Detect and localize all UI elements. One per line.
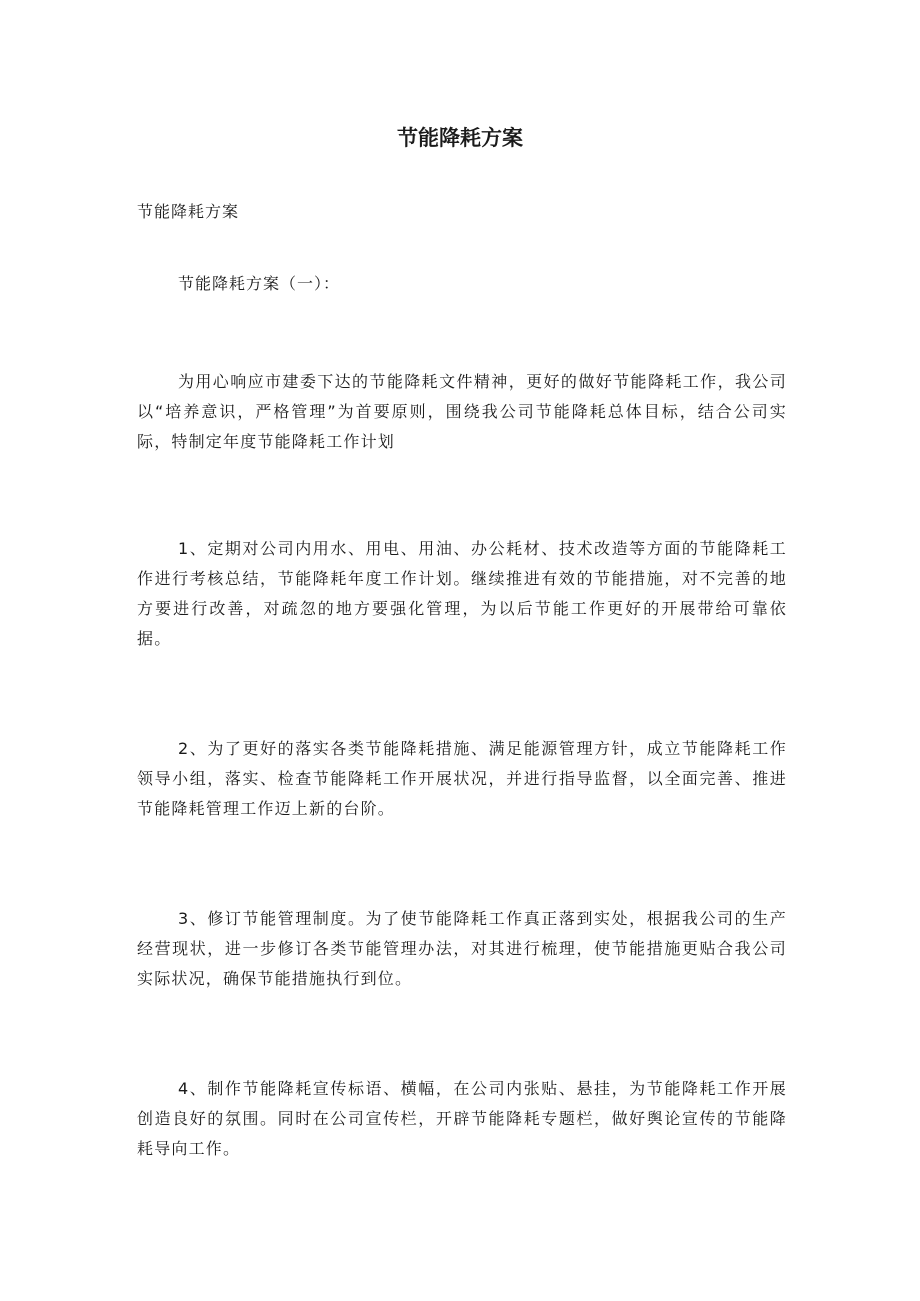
document-title: 节能降耗方案: [397, 126, 523, 150]
paragraph-item-1: 1、定期对公司内用水、用电、用油、办公耗材、技术改造等方面的节能降耗工作进行考核总结，节能降耗年度工作计划。继续推进有效的节能措施，对不完善的地方要进行改善，对疏忽的地方要强化管理，为以后节能工作更好的开展带给可靠依据。: [137, 539, 787, 648]
paragraph-item-2: 2、为了更好的落实各类节能降耗措施、满足能源管理方针，成立节能降耗工作领导小组，落实、检查节能降耗工作开展状况，并进行指导监督，以全面完善、推进节能降耗管理工作迈上新的台阶。: [137, 739, 787, 818]
document-subtitle: 节能降耗方案: [137, 202, 240, 221]
paragraph-item-4: 4、制作节能降耗宣传标语、横幅，在公司内张贴、悬挂，为节能降耗工作开展创造良好的氛围。同时在公司宣传栏，开辟节能降耗专题栏，做好舆论宣传的节能降耗导向工作。: [137, 1079, 787, 1158]
section-heading: 节能降耗方案（一）：: [178, 274, 341, 293]
intro-paragraph: 为用心响应市建委下达的节能降耗文件精神，更好的做好节能降耗工作，我公司以“培养意识，严格管理”为首要原则，围绕我公司节能降耗总体目标，结合公司实际，特制定年度节能降耗工作计划: [137, 372, 787, 451]
paragraph-item-3: 3、修订节能管理制度。为了使节能降耗工作真正落到实处，根据我公司的生产经营现状，进一步修订各类节能管理办法，对其进行梳理，使节能措施更贴合我公司实际状况，确保节能措施执行到位。: [137, 909, 787, 988]
